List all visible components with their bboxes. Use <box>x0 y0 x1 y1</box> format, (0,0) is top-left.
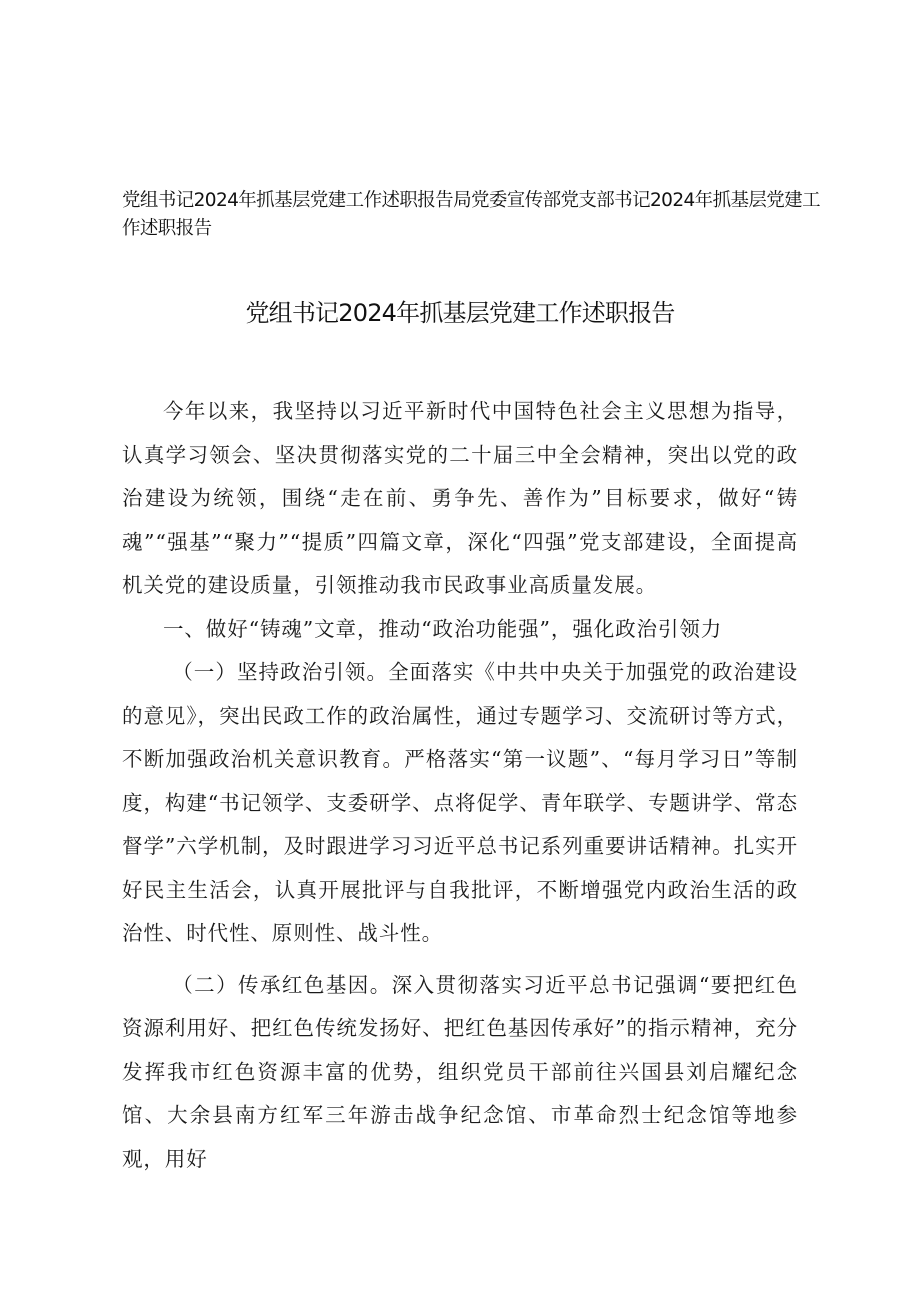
intro-paragraph: 今年以来，我坚持以习近平新时代中国特色社会主义思想为指导，认真学习领会、坚决贯彻落实党的二十届三中全会精神，突出以党的政治建设为统领，围绕“走在前、勇争先、善作为”目标要求，做好“铸魂”“强基”“聚力”“提质”四篇文章，深化“四强”党支部建设，全面提高机关党的建设质量，引领推动我市民政事业高质量发展。 <box>122 399 798 597</box>
document-header: 党组书记2024年抓基层党建工作述职报告局党委宣传部党支部书记2024年抓基层党建工作述职报告 <box>122 190 820 239</box>
section-heading: 一、做好“铸魂”文章，推动“政治功能强”，强化政治引领力 <box>163 616 723 641</box>
document-body <box>122 390 798 1181</box>
document-title: 党组书记2024年抓基层党建工作述职报告 <box>245 299 675 327</box>
list-item-paragraph: （二）传承红色基因。深入贯彻落实习近平总书记强调“要把红色资源利用好、把红色传统发扬好、把红色基因传承好”的指示精神，充分发挥我市红色资源丰富的优势，组织党员干部前往兴国县刘启耀纪念馆、大余县南方红军三年游击战争纪念馆、市革命烈士纪念馆等地参观，用好 <box>122 972 798 1171</box>
paragraph-spacer <box>122 956 798 964</box>
list-item-paragraph: （一）坚持政治引领。全面落实《中共中央关于加强党的政治建设的意见》，突出民政工作的政治属性，通过专题学习、交流研讨等方式，不断加强政治机关意识教育。严格落实“第一议题”、“每月学习日”等制度，构建“书记领学、支委研学、点将促学、青年联学、专题讲学、常态督学”六学机制，及时跟进学习习近平总书记系列重要讲话精神。扎实开好民主生活会，认真开展批评与自我批评，不断增强党内政治生活的政治性、时代性、原则性、战斗性。 <box>122 660 798 945</box>
